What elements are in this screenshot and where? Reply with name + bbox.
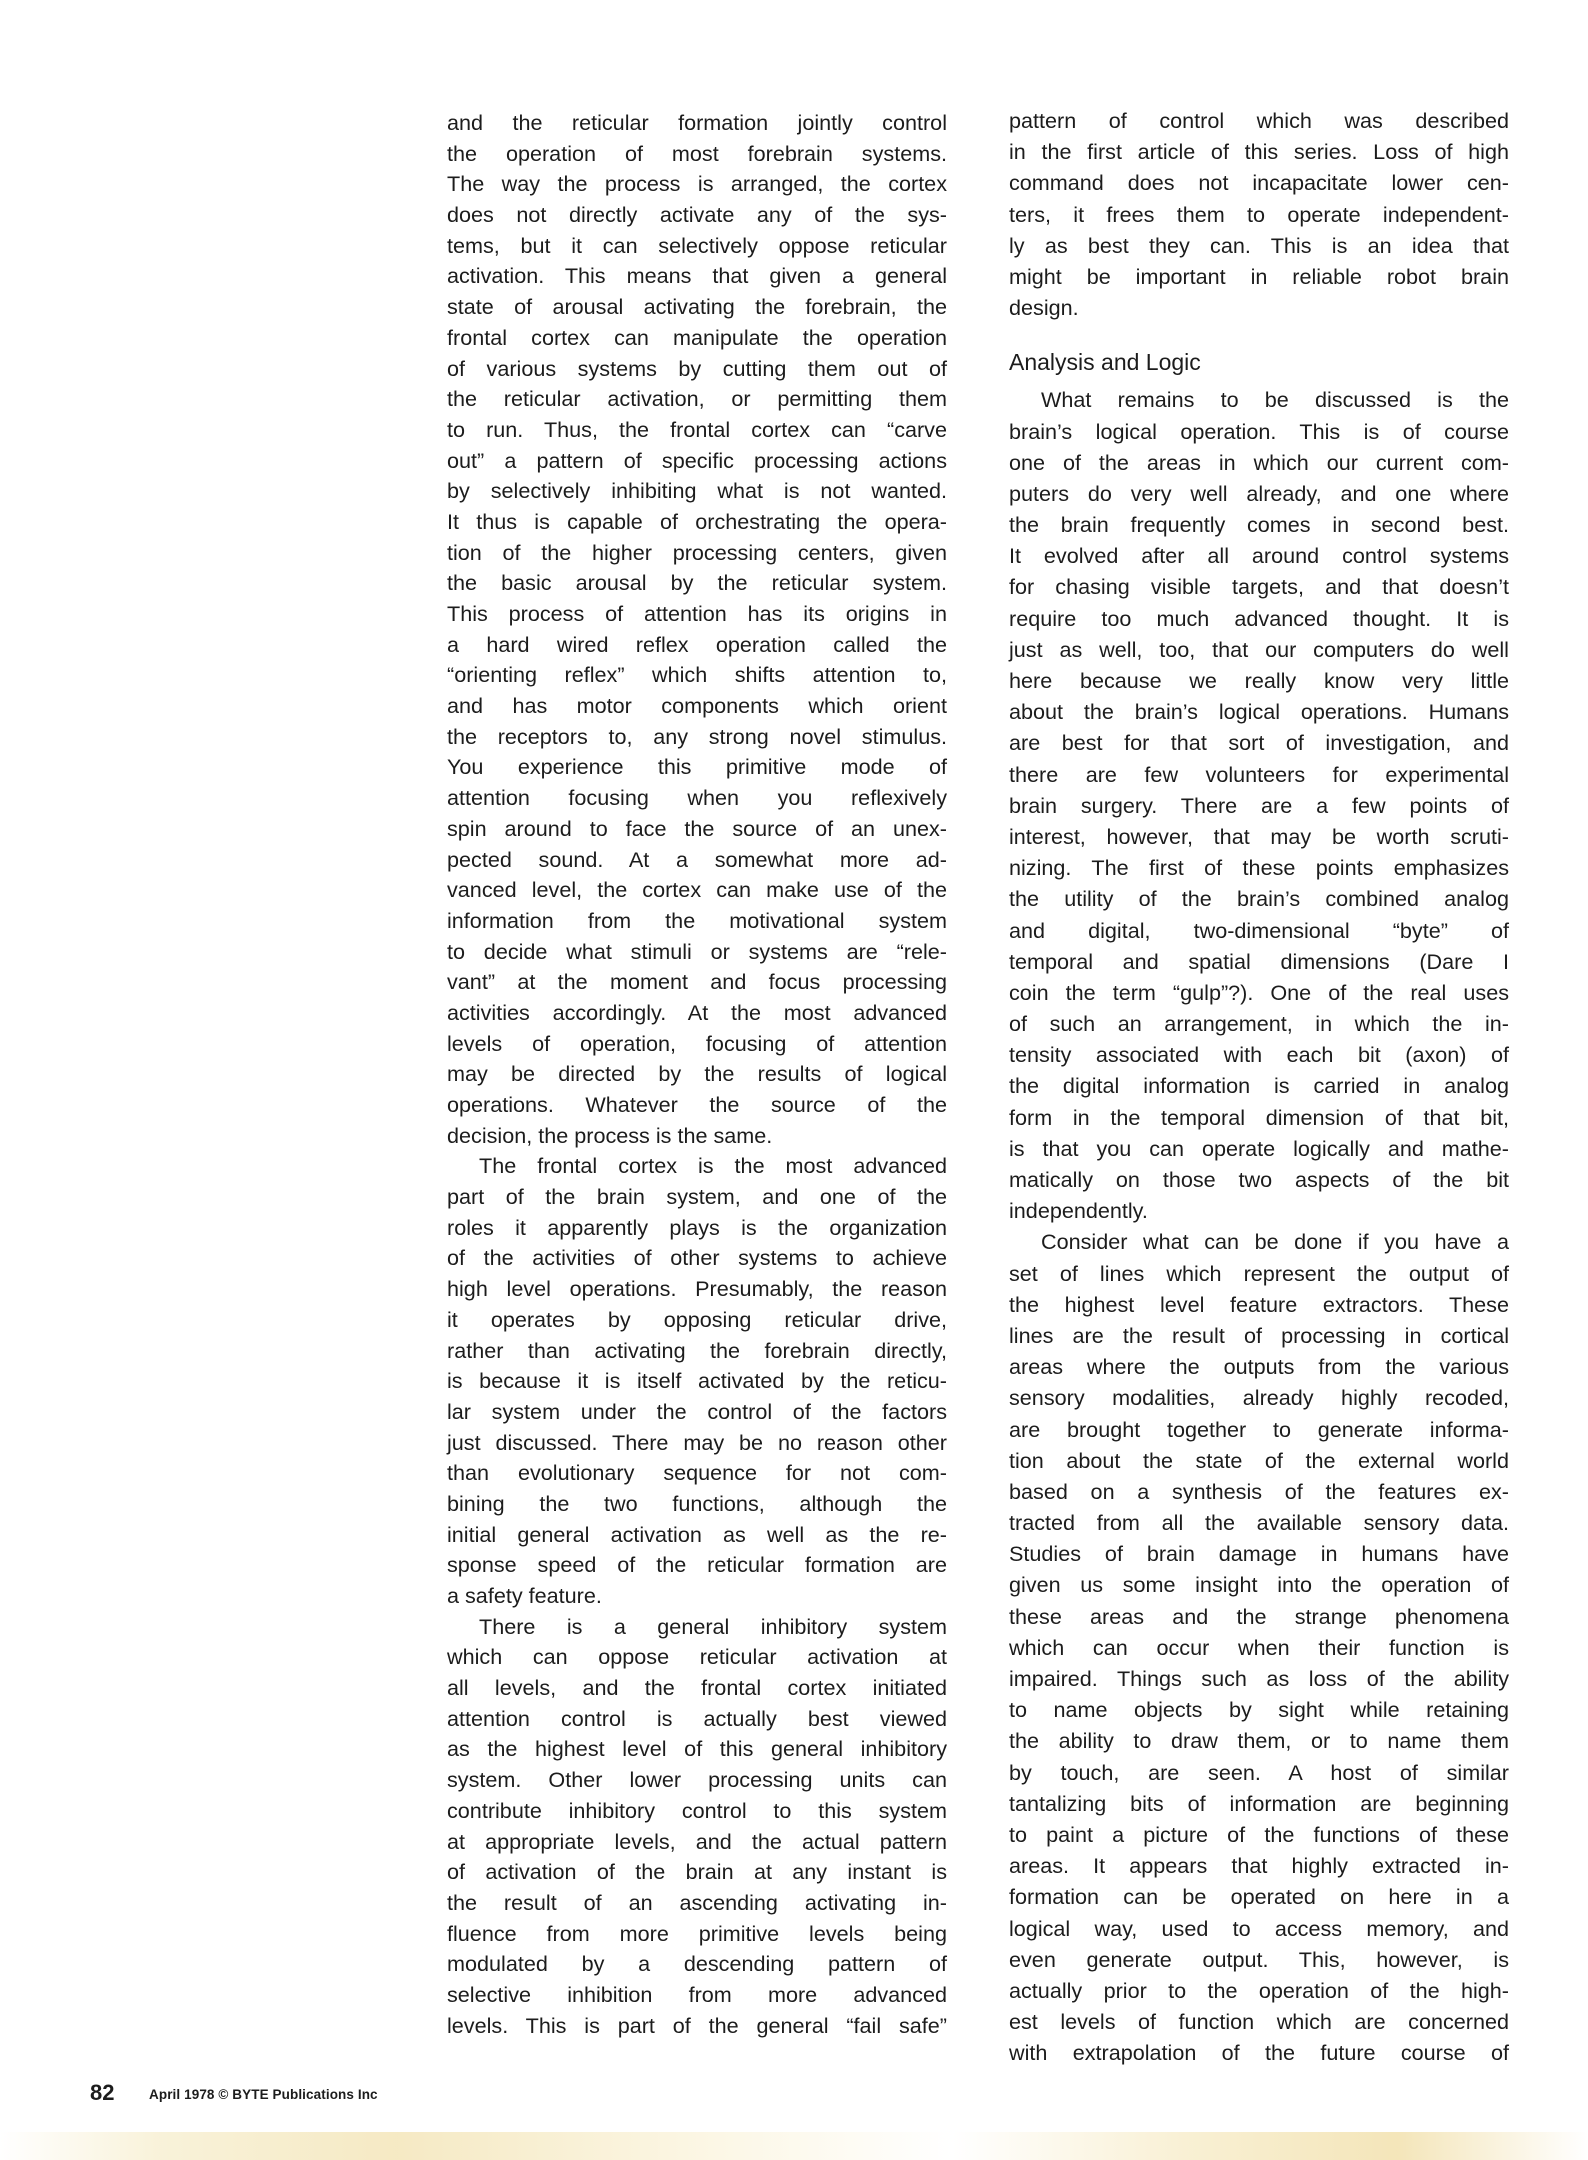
text-line: all levels, and the frontal cortex initiated — [447, 1675, 947, 1701]
text-line: levels. This is part of the general “fail safe” — [447, 2012, 947, 2038]
text-line: It evolved after all around control systems — [1009, 543, 1509, 569]
text-line: attention control is actually best viewed — [447, 1705, 947, 1731]
text-line: require too much advanced thought. It is — [1009, 605, 1509, 631]
text-line: tems, but it can selectively oppose reticular — [447, 232, 947, 258]
text-line: form in the temporal dimension of that bit, — [1009, 1104, 1509, 1130]
page-number: 82 — [90, 2080, 115, 2105]
text-line: The way the process is arranged, the cortex — [447, 171, 947, 197]
text-line: attention focusing when you reflexively — [447, 785, 947, 811]
text-line: based on a synthesis of the features ex- — [1009, 1478, 1509, 1504]
text-line: a safety feature. — [447, 1583, 602, 1608]
text-line: of the activities of other systems to achieve — [447, 1245, 947, 1271]
section-heading: Analysis and Logic — [1009, 349, 1201, 376]
text-line: vant” at the moment and focus processing — [447, 969, 947, 995]
text-line: pattern of control which was described — [1009, 108, 1509, 133]
text-line: initial general activation as well as the re- — [447, 1521, 947, 1547]
paragraph — [1009, 384, 1509, 1226]
text-line: and has motor components which orient — [447, 693, 947, 719]
paragraph — [447, 108, 947, 1151]
text-line: of activation of the brain at any instant is — [447, 1859, 947, 1885]
footer-credit: April 1978 © BYTE Publications Inc — [149, 2087, 378, 2102]
text-line: ly as best they can. This is an idea that — [1009, 232, 1509, 258]
text-line: What remains to be discussed is the — [1041, 387, 1509, 413]
text-line: frontal cortex can manipulate the operation — [447, 324, 947, 350]
text-line: contribute inhibitory control to this system — [447, 1797, 947, 1823]
text-line: command does not incapacitate lower cen- — [1009, 170, 1509, 196]
text-line: est levels of function which are concerned — [1009, 2009, 1509, 2035]
text-line: even generate output. This, however, is — [1009, 1946, 1509, 1972]
text-line: to decide what stimuli or systems are “rele- — [447, 938, 947, 964]
text-line: part of the brain system, and one of the — [447, 1184, 947, 1210]
section-body — [1009, 384, 1509, 2068]
text-line: to paint a picture of the functions of these — [1009, 1821, 1509, 1847]
right-text-column — [1009, 105, 1509, 2068]
text-line: may be directed by the results of logical — [447, 1061, 947, 1087]
text-line: to name objects by sight while retaining — [1009, 1697, 1509, 1723]
text-line: Studies of brain damage in humans have — [1009, 1541, 1509, 1567]
text-line: coin the term “gulp”?). One of the real uses — [1009, 979, 1509, 1005]
text-line: the basic arousal by the reticular system. — [447, 570, 947, 596]
text-line: are best for that sort of investigation, and — [1009, 730, 1509, 756]
paragraph — [447, 1612, 947, 2042]
text-line: impaired. Things such as loss of the ability — [1009, 1666, 1509, 1691]
text-line: information from the motivational system — [447, 907, 947, 933]
text-line: matically on those two aspects of the bit — [1009, 1167, 1509, 1192]
text-line: here because we really know very little — [1009, 668, 1509, 693]
text-line: there are few volunteers for experimental — [1009, 761, 1509, 787]
text-line: to run. Thus, the frontal cortex can “carve — [447, 416, 947, 442]
text-line: for chasing visible targets, and that doesn’t — [1009, 574, 1509, 600]
text-line: the ability to draw them, or to name them — [1009, 1728, 1509, 1754]
text-line: is because it is itself activated by the reticu- — [447, 1368, 947, 1394]
text-line: tantalizing bits of information are beginning — [1009, 1790, 1509, 1816]
text-line: brain surgery. There are a few points of — [1009, 792, 1509, 818]
text-line: than evolutionary sequence for not com- — [447, 1460, 947, 1486]
text-line: tion of the higher processing centers, given — [447, 539, 947, 565]
text-line: given us some insight into the operation of — [1009, 1572, 1509, 1598]
text-line: at appropriate levels, and the actual pattern — [447, 1828, 947, 1854]
text-line: does not directly activate any of the sys- — [447, 202, 947, 228]
text-line: brain’s logical operation. This is of course — [1009, 418, 1509, 444]
text-line: the reticular activation, or permitting them — [447, 386, 947, 412]
text-line: system. Other lower processing units can — [447, 1767, 947, 1793]
text-line: The frontal cortex is the most advanced — [479, 1153, 947, 1179]
text-line: activities accordingly. At the most advanced — [447, 999, 947, 1025]
paragraph — [447, 1151, 947, 1611]
text-line: with extrapolation of the future course of — [1009, 2040, 1509, 2066]
text-line: the highest level feature extractors. These — [1009, 1291, 1509, 1317]
text-line: about the brain’s logical operations. Humans — [1009, 699, 1509, 725]
text-line: formation can be operated on here in a — [1009, 1884, 1509, 1910]
text-line: logical way, used to access memory, and — [1009, 1915, 1509, 1941]
text-line: of such an arrangement, in which the in- — [1009, 1011, 1509, 1037]
text-line: the result of an ascending activating in- — [447, 1889, 947, 1915]
text-line: is that you can operate logically and mathe- — [1009, 1135, 1509, 1161]
text-line: it operates by opposing reticular drive, — [447, 1306, 947, 1332]
text-line: tion about the state of the external world — [1009, 1447, 1509, 1473]
text-line: and the reticular formation jointly control — [447, 110, 947, 135]
text-line: vanced level, the cortex can make use of the — [447, 877, 947, 903]
text-line: in the first article of this series. Loss of high — [1009, 139, 1509, 165]
text-line: selective inhibition from more advanced — [447, 1981, 947, 2007]
text-line: activation. This means that given a general — [447, 263, 947, 289]
text-line: temporal and spatial dimensions (Dare I — [1009, 948, 1509, 974]
text-line: areas where the outputs from the various — [1009, 1354, 1509, 1380]
text-line: might be important in reliable robot brain — [1009, 263, 1509, 289]
paragraph — [1009, 1226, 1509, 2068]
text-line: out” a pattern of specific processing actions — [447, 447, 947, 473]
text-line: just as well, too, that our computers do well — [1009, 636, 1509, 662]
text-line: as the highest level of this general inhibitory — [447, 1736, 947, 1762]
text-line: a hard wired reflex operation called the — [447, 631, 947, 657]
text-line: the receptors to, any strong novel stimulus. — [447, 723, 947, 749]
text-line: puters do very well already, and one where — [1009, 480, 1509, 506]
text-line: lines are the result of processing in cortical — [1009, 1322, 1509, 1348]
text-line: the utility of the brain’s combined analog — [1009, 886, 1509, 912]
text-line: just discussed. There may be no reason other — [447, 1429, 947, 1455]
text-line: roles it apparently plays is the organization — [447, 1214, 947, 1240]
text-line: operations. Whatever the source of the — [447, 1092, 947, 1117]
text-line: There is a general inhibitory system — [479, 1613, 947, 1639]
text-line: are brought together to generate informa- — [1009, 1416, 1509, 1442]
text-line: Consider what can be done if you have a — [1041, 1229, 1509, 1255]
left-text-column — [447, 108, 947, 2041]
text-line: It thus is capable of orchestrating the opera- — [447, 508, 947, 534]
text-line: one of the areas in which our current com- — [1009, 449, 1509, 475]
text-line: tensity associated with each bit (axon) of — [1009, 1042, 1509, 1068]
text-line: decision, the process is the same. — [447, 1122, 773, 1148]
text-line: which can occur when their function is — [1009, 1634, 1509, 1660]
text-line: tracted from all the available sensory data. — [1009, 1510, 1509, 1536]
text-line: nizing. The first of these points emphasizes — [1009, 855, 1509, 881]
text-line: fluence from more primitive levels being — [447, 1920, 947, 1946]
scan-edge-strip — [0, 2132, 1588, 2160]
text-line: set of lines which represent the output of — [1009, 1260, 1509, 1286]
text-line: and digital, two-dimensional “byte” of — [1009, 917, 1509, 943]
text-line: “orienting reflex” which shifts attention to, — [447, 662, 947, 688]
text-line: bining the two functions, although the — [447, 1490, 947, 1516]
text-line: design. — [1009, 295, 1079, 321]
paragraph — [1009, 105, 1509, 323]
text-line: lar system under the control of the factors — [447, 1398, 947, 1424]
text-line: levels of operation, focusing of attention — [447, 1030, 947, 1056]
text-line: sensory modalities, already highly recoded, — [1009, 1385, 1509, 1411]
text-line: these areas and the strange phenomena — [1009, 1603, 1509, 1629]
text-line: This process of attention has its origins in — [447, 601, 947, 626]
text-line: ters, it frees them to operate independent- — [1009, 201, 1509, 227]
text-line: which can oppose reticular activation at — [447, 1644, 947, 1670]
text-line: areas. It appears that highly extracted in- — [1009, 1853, 1509, 1879]
text-line: the operation of most forebrain systems. — [447, 140, 947, 166]
text-line: actually prior to the operation of the high- — [1009, 1977, 1509, 2003]
lead-paragraph — [1009, 105, 1509, 323]
text-line: high level operations. Presumably, the reason — [447, 1276, 947, 1302]
text-line: modulated by a descending pattern of — [447, 1951, 947, 1977]
text-line: rather than activating the forebrain directly, — [447, 1337, 947, 1363]
text-line: the brain frequently comes in second best. — [1009, 512, 1509, 538]
text-line: state of arousal activating the forebrain, the — [447, 294, 947, 320]
text-line: independently. — [1009, 1198, 1148, 1224]
text-line: pected sound. At a somewhat more ad- — [447, 846, 947, 872]
text-line: sponse speed of the reticular formation are — [447, 1552, 947, 1578]
text-line: the digital information is carried in analog — [1009, 1073, 1509, 1099]
text-line: by selectively inhibiting what is not wanted. — [447, 478, 947, 504]
text-line: You experience this primitive mode of — [447, 754, 947, 780]
text-line: interest, however, that may be worth scruti- — [1009, 823, 1509, 849]
text-line: by touch, are seen. A host of similar — [1009, 1759, 1509, 1785]
text-line: spin around to face the source of an unex- — [447, 815, 947, 841]
text-line: of various systems by cutting them out of — [447, 355, 947, 381]
